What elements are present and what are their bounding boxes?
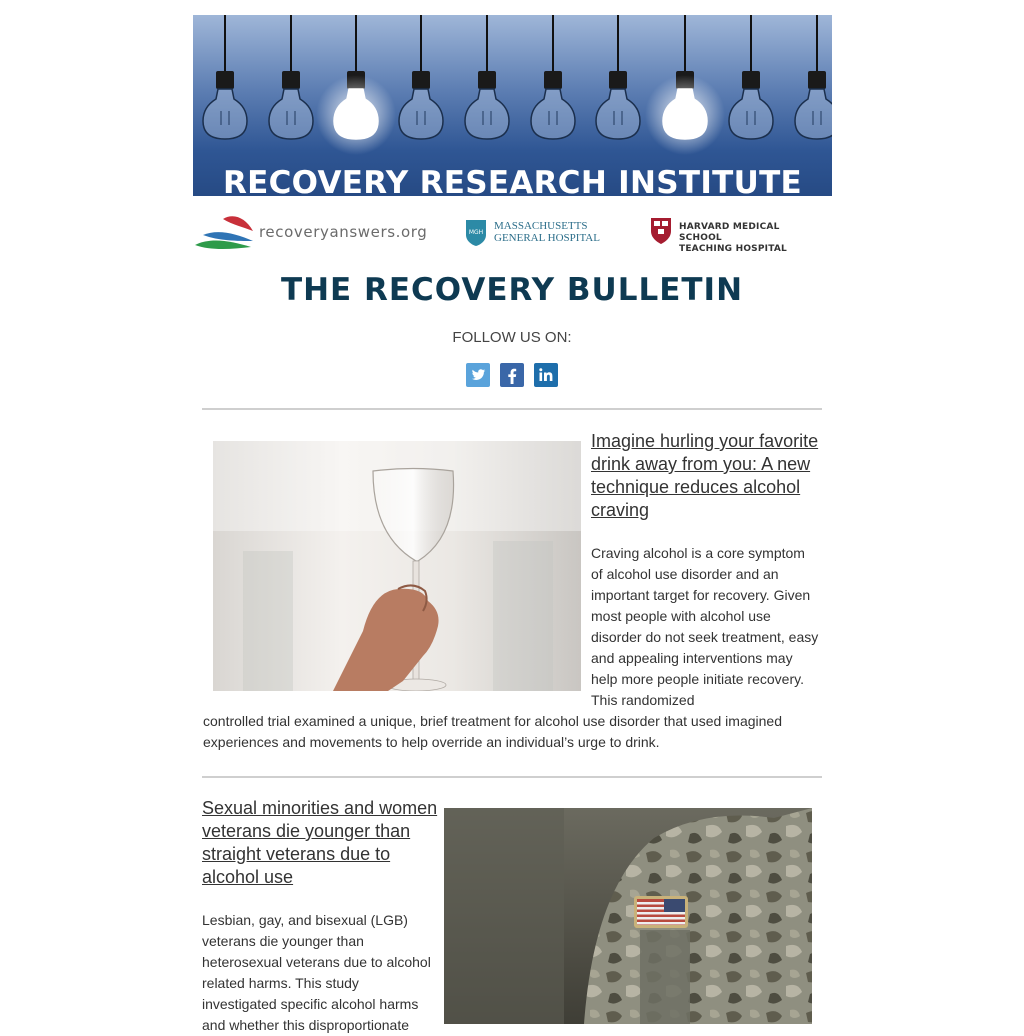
lightbulb bbox=[795, 15, 832, 139]
hms-text bbox=[679, 222, 820, 255]
facebook-icon bbox=[500, 363, 524, 387]
banner-title: RECOVERY RESEARCH INSTITUTE bbox=[222, 165, 803, 196]
hms-line2: TEACHING HOSPITAL bbox=[679, 244, 787, 254]
divider bbox=[202, 408, 822, 410]
article-1-body: Craving alcohol is a core symptom of alcohol use disorder and an important target for recovery. Given most people with alcohol use disorder do not seek treatment, easy and appealing interventions may help more people initiate recovery. This randomized bbox=[591, 545, 819, 708]
soldier-camouflage-flag-patch-photo bbox=[444, 808, 812, 1024]
recoveryanswers-text: recoveryanswers.org bbox=[259, 223, 428, 241]
mgh-shield-icon bbox=[465, 219, 487, 247]
bulletin-title: THE RECOVERY BULLETIN bbox=[280, 272, 744, 308]
divider bbox=[202, 776, 822, 778]
lightbulb bbox=[465, 15, 509, 139]
mgh-badge-text: MGH bbox=[468, 229, 484, 236]
mgh-text bbox=[494, 220, 600, 244]
article-2-body: Lesbian, gay, and bisexual (LGB) veterans die younger than heterosexual veterans due to alcohol related harms. This study investigated specific alcohol harms and whether this disproportionate bbox=[202, 912, 431, 1033]
partner-logos bbox=[193, 205, 832, 257]
mgh-line2: GENERAL HOSPITAL bbox=[494, 232, 600, 244]
hms-line1: HARVARD MEDICAL SCHOOL bbox=[679, 222, 780, 243]
lightbulb bbox=[269, 15, 313, 139]
recoveryanswers-swoosh-icon bbox=[193, 211, 257, 251]
hms-logo[interactable] bbox=[650, 217, 820, 254]
recoveryanswers-logo[interactable] bbox=[193, 211, 428, 251]
lit-lightbulb bbox=[645, 15, 725, 155]
twitter-icon bbox=[466, 363, 490, 387]
mgh-line1: MASSACHUSETTS bbox=[494, 220, 588, 232]
facebook-button[interactable] bbox=[500, 363, 524, 387]
harvard-shield-icon bbox=[650, 217, 672, 245]
linkedin-icon bbox=[534, 363, 558, 387]
article-1-link[interactable]: Imagine hurling your favorite drink away from you: A new technique reduces alcohol craving bbox=[591, 431, 819, 520]
mgh-logo[interactable] bbox=[465, 219, 605, 249]
linkedin-button[interactable] bbox=[534, 363, 558, 387]
header-banner bbox=[193, 15, 832, 196]
article-1-title[interactable] bbox=[591, 430, 823, 522]
hand-holding-wine-glass-photo bbox=[213, 441, 581, 691]
lightbulb bbox=[203, 15, 247, 139]
lightbulb bbox=[399, 15, 443, 139]
lit-lightbulb bbox=[316, 15, 396, 155]
lightbulb bbox=[729, 15, 773, 139]
lightbulb bbox=[596, 15, 640, 139]
article-2-link[interactable]: Sexual minorities and women veterans die younger than straight veterans due to alcohol use bbox=[202, 798, 438, 887]
article-2-title[interactable] bbox=[202, 797, 438, 889]
article-1-body-continued: controlled trial examined a unique, brief treatment for alcohol use disorder that used imagined experiences and movements to help override an individual’s urge to drink. bbox=[203, 713, 782, 750]
article-1-image[interactable] bbox=[213, 441, 581, 691]
article-2-image[interactable] bbox=[444, 808, 812, 1024]
lightbulb bbox=[531, 15, 575, 139]
follow-us-label: FOLLOW US ON: bbox=[452, 329, 572, 346]
twitter-button[interactable] bbox=[466, 363, 490, 387]
